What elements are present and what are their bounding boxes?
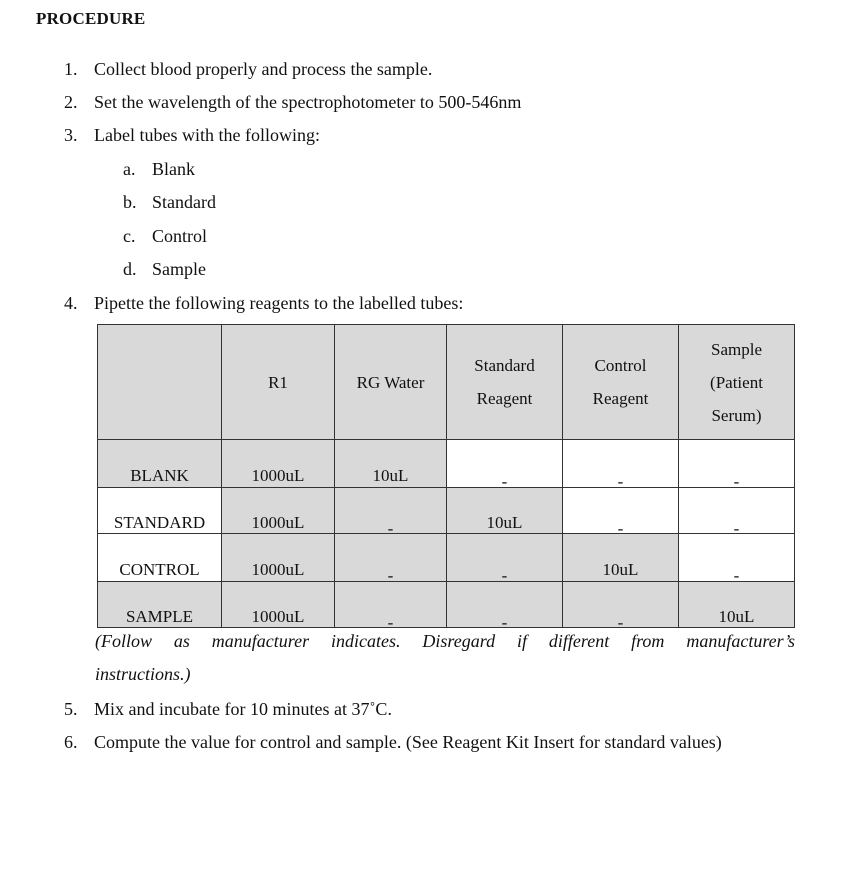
- table-cell: 1000uL: [222, 534, 335, 582]
- sub-item-letter: a.: [123, 159, 136, 179]
- row-label: STANDARD: [98, 488, 222, 534]
- table-cell: -: [679, 440, 795, 488]
- table-cell: 10uL: [679, 582, 795, 628]
- table-cell: -: [563, 488, 679, 534]
- sub-item-letter: c.: [123, 226, 136, 246]
- table-header-corner: [98, 325, 222, 440]
- table-header-cell: RG Water: [335, 325, 447, 440]
- sub-item-letter: b.: [123, 192, 137, 212]
- step-2: [0, 91, 843, 113]
- table-row: [98, 440, 795, 488]
- sub-item-text: Blank: [152, 159, 195, 179]
- table-header-row: [98, 325, 795, 440]
- step-number: 6.: [64, 732, 78, 752]
- sub-item-text: Control: [152, 226, 208, 246]
- manufacturer-note-line-1: (Follow as manufacturer indicates. Disregard if different from manufacturer’s: [95, 631, 795, 651]
- table-header-cell: R1: [222, 325, 335, 440]
- table-cell: 1000uL: [222, 488, 335, 534]
- page-title: PROCEDURE: [36, 9, 146, 28]
- table-header-cell: Sample (Patient Serum): [679, 325, 795, 440]
- table-cell: -: [335, 582, 447, 628]
- table-cell: -: [335, 488, 447, 534]
- table-header-cell: Control Reagent: [563, 325, 679, 440]
- table-row: [98, 534, 795, 582]
- step-text: Label tubes with the following:: [94, 125, 320, 145]
- step-number: 5.: [64, 699, 78, 719]
- table-cell: -: [447, 534, 563, 582]
- table-cell: -: [335, 534, 447, 582]
- step-number: 2.: [64, 92, 78, 112]
- step-4: [0, 292, 843, 314]
- sub-item-blank: [0, 158, 843, 180]
- step-3: [0, 124, 843, 146]
- table-cell: -: [563, 440, 679, 488]
- table-header-cell: Standard Reagent: [447, 325, 563, 440]
- row-label: BLANK: [98, 440, 222, 488]
- sub-item-standard: [0, 191, 843, 213]
- table-cell: 10uL: [335, 440, 447, 488]
- step-number: 4.: [64, 293, 78, 313]
- sub-item-text: Standard: [152, 192, 216, 212]
- step-text: Mix and incubate for 10 minutes at 37˚C.: [94, 699, 392, 719]
- step-number: 1.: [64, 59, 78, 79]
- sub-item-text: Sample: [152, 259, 206, 279]
- step-number: 3.: [64, 125, 78, 145]
- table-cell: -: [447, 440, 563, 488]
- table-cell: -: [563, 582, 679, 628]
- table-cell: 10uL: [447, 488, 563, 534]
- step-text: Compute the value for control and sample. (See Reagent Kit Insert for standard values): [94, 732, 722, 752]
- step-5: [0, 698, 843, 720]
- table-cell: 10uL: [563, 534, 679, 582]
- table-row: [98, 582, 795, 628]
- table-cell: -: [447, 582, 563, 628]
- manufacturer-note-line-2: instructions.): [95, 664, 191, 684]
- reagent-table: [97, 324, 795, 632]
- table-cell: 1000uL: [222, 582, 335, 628]
- step-6: [0, 731, 843, 753]
- sub-item-control: [0, 225, 843, 247]
- sub-item-letter: d.: [123, 259, 137, 279]
- step-text: Collect blood properly and process the sample.: [94, 59, 433, 79]
- step-text: Set the wavelength of the spectrophotometer to 500-546nm: [94, 92, 522, 112]
- table-cell: 1000uL: [222, 440, 335, 488]
- table-row: [98, 488, 795, 534]
- table-cell: -: [679, 488, 795, 534]
- step-text: Pipette the following reagents to the labelled tubes:: [94, 293, 464, 313]
- table-cell: -: [679, 534, 795, 582]
- sub-item-sample: [0, 258, 843, 280]
- row-label: SAMPLE: [98, 582, 222, 628]
- row-label: CONTROL: [98, 534, 222, 582]
- step-1: [0, 58, 843, 80]
